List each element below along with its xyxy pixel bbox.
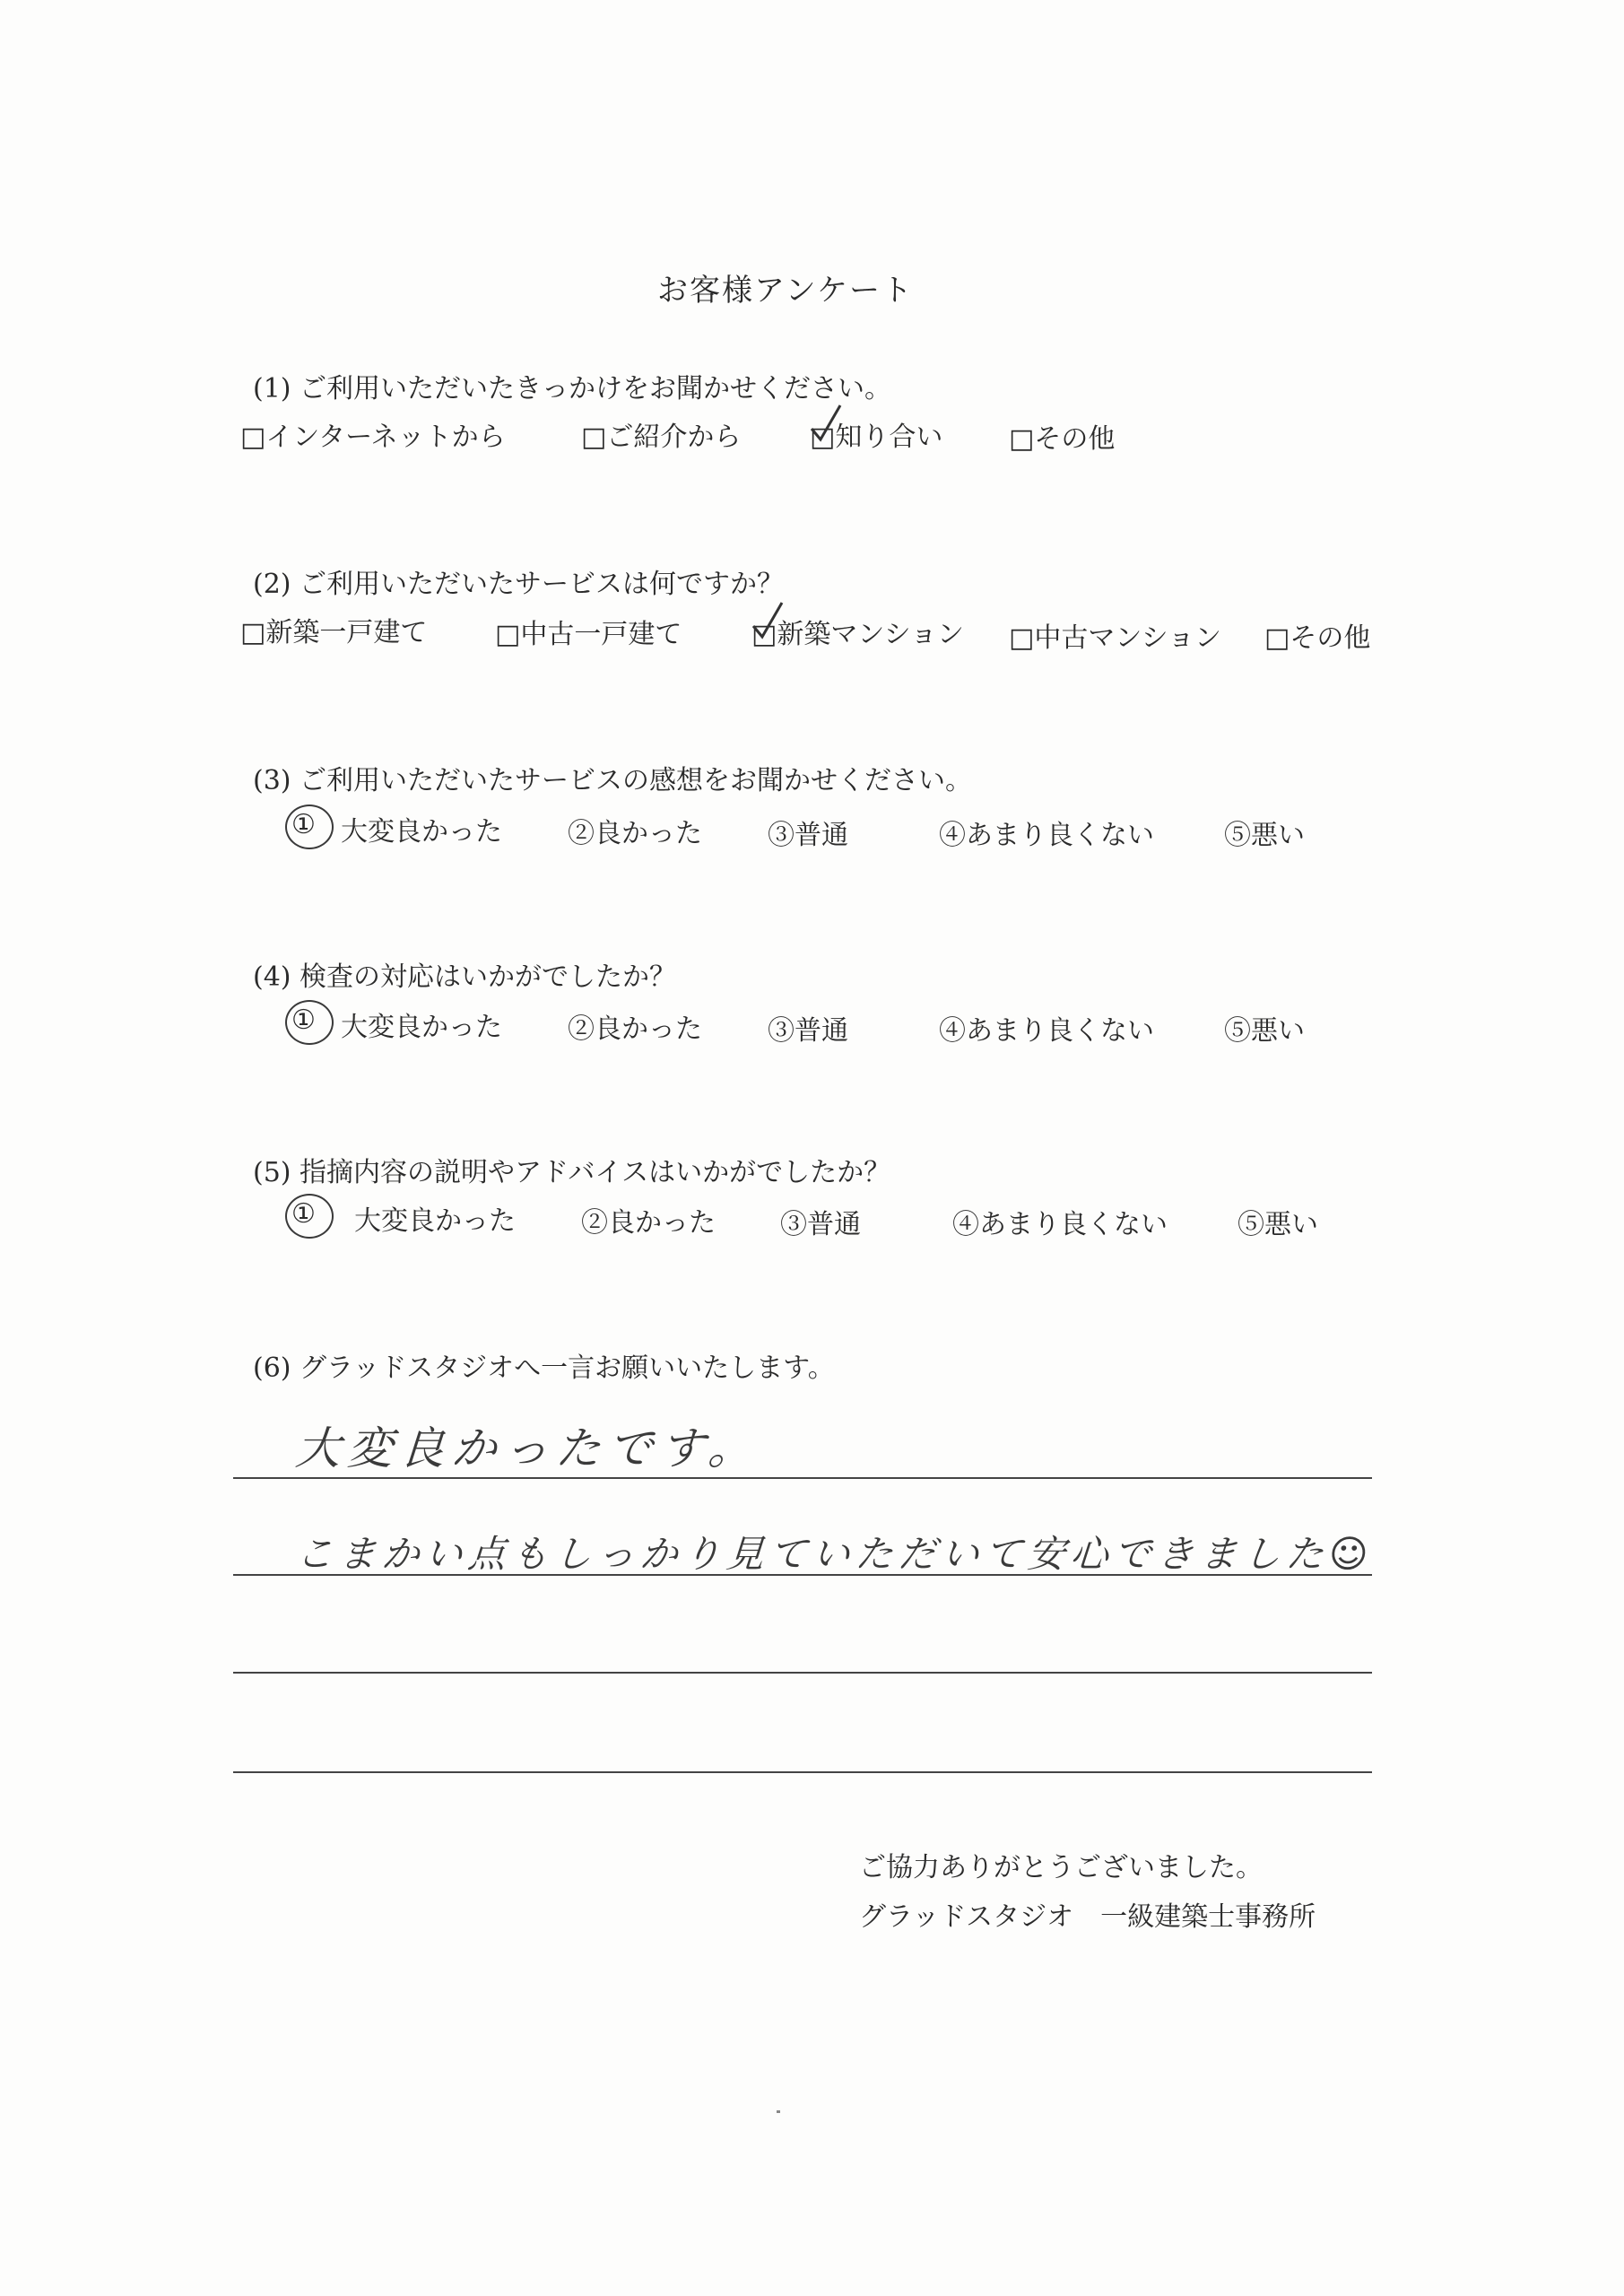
- q3-option-4[interactable]: ④あまり良くない: [939, 820, 1154, 851]
- comment-line-2: [233, 1574, 1372, 1576]
- q3-option-2[interactable]: ②良かった: [568, 818, 702, 849]
- checkmark-icon: [808, 402, 844, 447]
- question-6-label: (6) グラッドスタジオへ一言お願いいたします。: [253, 1352, 835, 1384]
- q1-option-internet[interactable]: □インターネットから: [240, 422, 506, 453]
- question-5-label: (5) 指摘内容の説明やアドバイスはいかがでしたか？: [253, 1157, 891, 1188]
- company-name: グラッドスタジオ 一級建築士事務所: [859, 1901, 1316, 1933]
- comment-line-3: [233, 1672, 1372, 1674]
- q5-option-1-label: 大変良かった: [354, 1205, 516, 1237]
- q2-option-used-house[interactable]: □中古一戸建て: [495, 619, 682, 650]
- q5-option-1[interactable]: ①: [291, 1198, 316, 1230]
- q4-option-1[interactable]: ①: [291, 1004, 316, 1036]
- q2-option-new-mansion[interactable]: □新築マンション: [751, 612, 964, 651]
- question-4-label: (4) 検査の対応はいかがでしたか？: [253, 961, 677, 993]
- page-title: お客様アンケート: [657, 273, 914, 309]
- q1-option-acquaintance[interactable]: □知り合い: [810, 414, 942, 454]
- checkmark-icon: [750, 599, 786, 644]
- q4-option-2[interactable]: ②良かった: [568, 1013, 702, 1045]
- comment-line-4: [233, 1771, 1372, 1773]
- q4-option-5[interactable]: ⑤悪い: [1224, 1015, 1305, 1047]
- q2-option-new-house[interactable]: □新築一戸建て: [240, 617, 428, 648]
- closing-thanks: ご協力ありがとうございました。: [859, 1852, 1263, 1883]
- question-3-label: (3) ご利用いただいたサービスの感想をお聞かせください。: [253, 765, 973, 796]
- q5-option-4[interactable]: ④あまり良くない: [952, 1209, 1168, 1240]
- q3-option-5[interactable]: ⑤悪い: [1224, 820, 1305, 851]
- q4-option-3[interactable]: ③普通: [768, 1015, 848, 1047]
- handwritten-comment-line-1: 大変良かったです。: [293, 1422, 762, 1474]
- scan-speck: [777, 2110, 780, 2113]
- q3-option-1-label: 大変良かった: [341, 816, 502, 848]
- q4-option-1-label: 大変良かった: [341, 1012, 502, 1043]
- circle-mark: [285, 1000, 334, 1045]
- handwritten-comment-line-2: こまかい点もしっかり見ていただいて安心できました☺: [294, 1532, 1376, 1576]
- q2-option-used-mansion[interactable]: □中古マンション: [1009, 622, 1221, 654]
- q1-option-referral[interactable]: □ご紹介から: [581, 422, 742, 453]
- q3-option-3[interactable]: ③普通: [768, 820, 848, 851]
- circle-mark: [285, 804, 334, 849]
- q5-option-2[interactable]: ②良かった: [581, 1207, 716, 1239]
- circle-mark: [285, 1194, 334, 1239]
- q4-option-4[interactable]: ④あまり良くない: [939, 1015, 1154, 1047]
- comment-line-1: [233, 1477, 1372, 1479]
- question-2-label: (2) ご利用いただいたサービスは何ですか？: [253, 569, 785, 600]
- question-1-label: (1) ご利用いただいたきっかけをお聞かせください。: [253, 373, 892, 404]
- q5-option-3[interactable]: ③普通: [780, 1209, 861, 1240]
- q5-option-5[interactable]: ⑤悪い: [1238, 1209, 1318, 1240]
- q2-option-other[interactable]: □その他: [1264, 622, 1371, 654]
- q3-option-1[interactable]: ①: [291, 809, 316, 840]
- q1-option-other[interactable]: □その他: [1009, 423, 1116, 455]
